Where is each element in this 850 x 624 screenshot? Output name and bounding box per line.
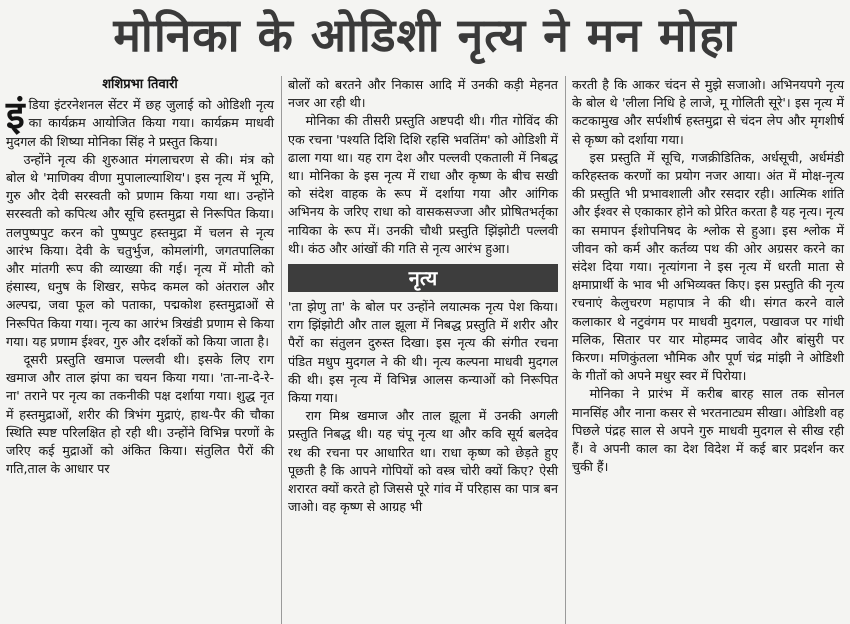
drop-cap: इं [6,93,25,138]
paragraph: राग मिश्र खमाज और ताल झूला में उनकी अगली प्रस्तुति निबद्ध थी। यह चंपू नृत्य था और कवि सूर्य बलदेव रथ की रचना पर आधारित था। राधा कृष्ण को छेड़ते हुए पूछती है कि आपने गोपियों को वस्त्र चोरी क्यों किए? ऐसी शरारत क्यों करते हो जिससे पूरे गांव में परिहास का पात्र बन जाओ। वह कृष्ण से आग्रह भी [288,408,558,515]
paragraph: बोलों को बरतने और निकास आदि में उनकी कड़ी मेहनत नजर आ रही थी। [288,77,558,111]
article-column-1 [6,76,274,478]
paragraph: करती है कि आकर चंदन से मुझे सजाओ। अभिनयपगे नृत्य के बोल थे 'लीला निधि हे लाजे, मू गोलिती सूरे'। इस नृत्य में कटकामुख और सर्पशीर्ष हस्तमुद्रा से चंदन लेप और मृगशीर्ष से कृष्ण को दर्शाया गया। [572,77,844,147]
paragraph [6,93,274,151]
article-column-2 [288,76,558,516]
section-heading: नृत्य [288,264,558,292]
paragraph: उन्होंने नृत्य की शुरुआत मंगलाचरण से की। मंत्र को बोल थे 'माणिक्य वीणा मुपालाल्याशिय'। इस नृत्य में भूमि, गुरु और देवी सरस्वती को प्रणाम किया गया था। उन्होंने सरस्वती को कपित्थ और सूचि हस्तमुद्रा से निरूपित किया। तलपुष्पपुट करन को पुष्पपुट हस्तमुद्रा में चलन से नृत्य आरंभ किया। देवी के चतुर्भुज, कोमलांगी, जगतपालिका और मांतगी रूप की व्याख्या की गई। नृत्य में मोती को हंसास्य, धनुष के शिखर, सफेद कमल को अंतराल और अल्पद्म, जवा फूल को पताका, पद्मकोश हस्तमुद्राओं से निरूपित किया गया। नृत्य का आरंभ त्रिखंडी प्रणाम से किया गया। यह प्रणाम ईश्वर, गुरु और दर्शकों को किया जाता है। [6,151,274,349]
paragraph: 'ता झेणु ता' के बोल पर उन्होंने लयात्मक नृत्य पेश किया। राग झिंझोटी और ताल झूला में निबद्ध प्रस्तुति में शरीर और पैरों का संतुलन दुरुस्त दिखा। इस नृत्य की संगीत रचना पंडित मधुप मुदगल ने की थी। नृत्य कल्पना माधवी मुदगल की थी। इस नृत्य में विभिन्न आलस कन्याओं को निरूपित किया गया। [288,299,558,406]
paragraph: मोनिका की तीसरी प्रस्तुति अष्टपदी थी। गीत गोविंद की एक रचना 'पश्यति दिशि दिशि रहसि भवतिंम' को ओडिशी में ढाला गया था। यह राग देश और पल्लवी एकताली में निबद्ध था। मोनिका के इस नृत्य में राधा और कृष्ण के बीच सखी को संदेश वाहक के रूप में दर्शाया गया और आंगिक अभिनय के जरिए राधा को वासकसज्जा और प्रोषितभर्तृका नायिका के रूप में। उनकी चौथी प्रस्तुति झिंझोटी पल्लवी थी। कंठ और आंखों की गति से नृत्य आरंभ हुआ। [288,113,558,256]
paragraph: मोनिका ने प्रारंभ में करीब बारह साल तक सोनल मानसिंह और नाना कसर से भरतनाट्यम सीखा। ओडिशी वह पिछले पंद्रह साल से अपने गुरु माधवी मुदगल से सीख रही हैं। वे अपनी काल का देश विदेश में कई बार प्रदर्शन कर चुकी हैं। [572,386,844,475]
paragraph: दूसरी प्रस्तुति खमाज पल्लवी थी। इसके लिए राग खमाज और ताल झंपा का चयन किया गया। 'ता-ना-दे-रे-ना' तराने पर नृत्य का तकनीकी पक्ष दर्शाया गया। शुद्ध नृत में हस्तमुद्राओं, शरीर की त्रिभंग मुद्राएं, हाथ-पैर की चौका स्थिति स्पष्ट परिलक्षित हो रही थी। उन्होंने विभिन्न परणों के जरिए कई मुद्राओं को अंकित किया। संतुलित पैरों की गति,ताल के आधार पर [6,352,274,477]
paragraph: इस प्रस्तुति में सूचि, गजक्रीडितिक, अर्धसूची, अर्धमंडी करिहस्तक करणों का प्रयोग नजर आया। अंत में मोक्ष-नृत्य की प्रस्तुति भी प्रभावशाली और रसदार रही। आत्मिक शांति और ईश्वर से एकाकार होने को प्रेरित करता है यह नृत्य। नृत्य का समापन ईशोपनिषद के श्लोक से हुआ। इस श्लोक में जीवन को कर्म और कर्तव्य पथ की ओर अग्रसर करने का संदेश दिया गया। नृत्यांगना ने इस नृत्य में धरती माता से क्षमाप्रार्थी के भाव भी अभिव्यक्त किए। इस प्रस्तुति की नृत्य रचनाएं केलुचरण महापात्र ने की थी। संगत करने वाले कलाकार थे नटुवंगम पर माधवी मुदगल, पखावज पर गांधी मलिक, सितार पर यार मोहम्मद जावेद और बांसुरी पर किरण। मणिकुंतला भौमिक और पूर्ण चंद्र मांझी ने ओडिशी के गीतों को अपने मधुर स्वर में पिरोया। [572,149,844,384]
article-column-3 [572,76,844,476]
headline: मोनिका के ओडिशी नृत्य ने मन मोहा [113,8,737,62]
column-divider [565,76,566,624]
column-divider [281,76,282,624]
paragraph-text: डिया इंटरनेशनल सेंटर में छह जुलाई को ओडिशी नृत्य का कार्यक्रम आयोजित किया गया। कार्यक्रम माधवी मुदगल की शिष्या मोनिका सिंह ने प्रस्तुत किया। [6,97,274,149]
byline: शशिप्रभा तिवारी [102,77,178,92]
